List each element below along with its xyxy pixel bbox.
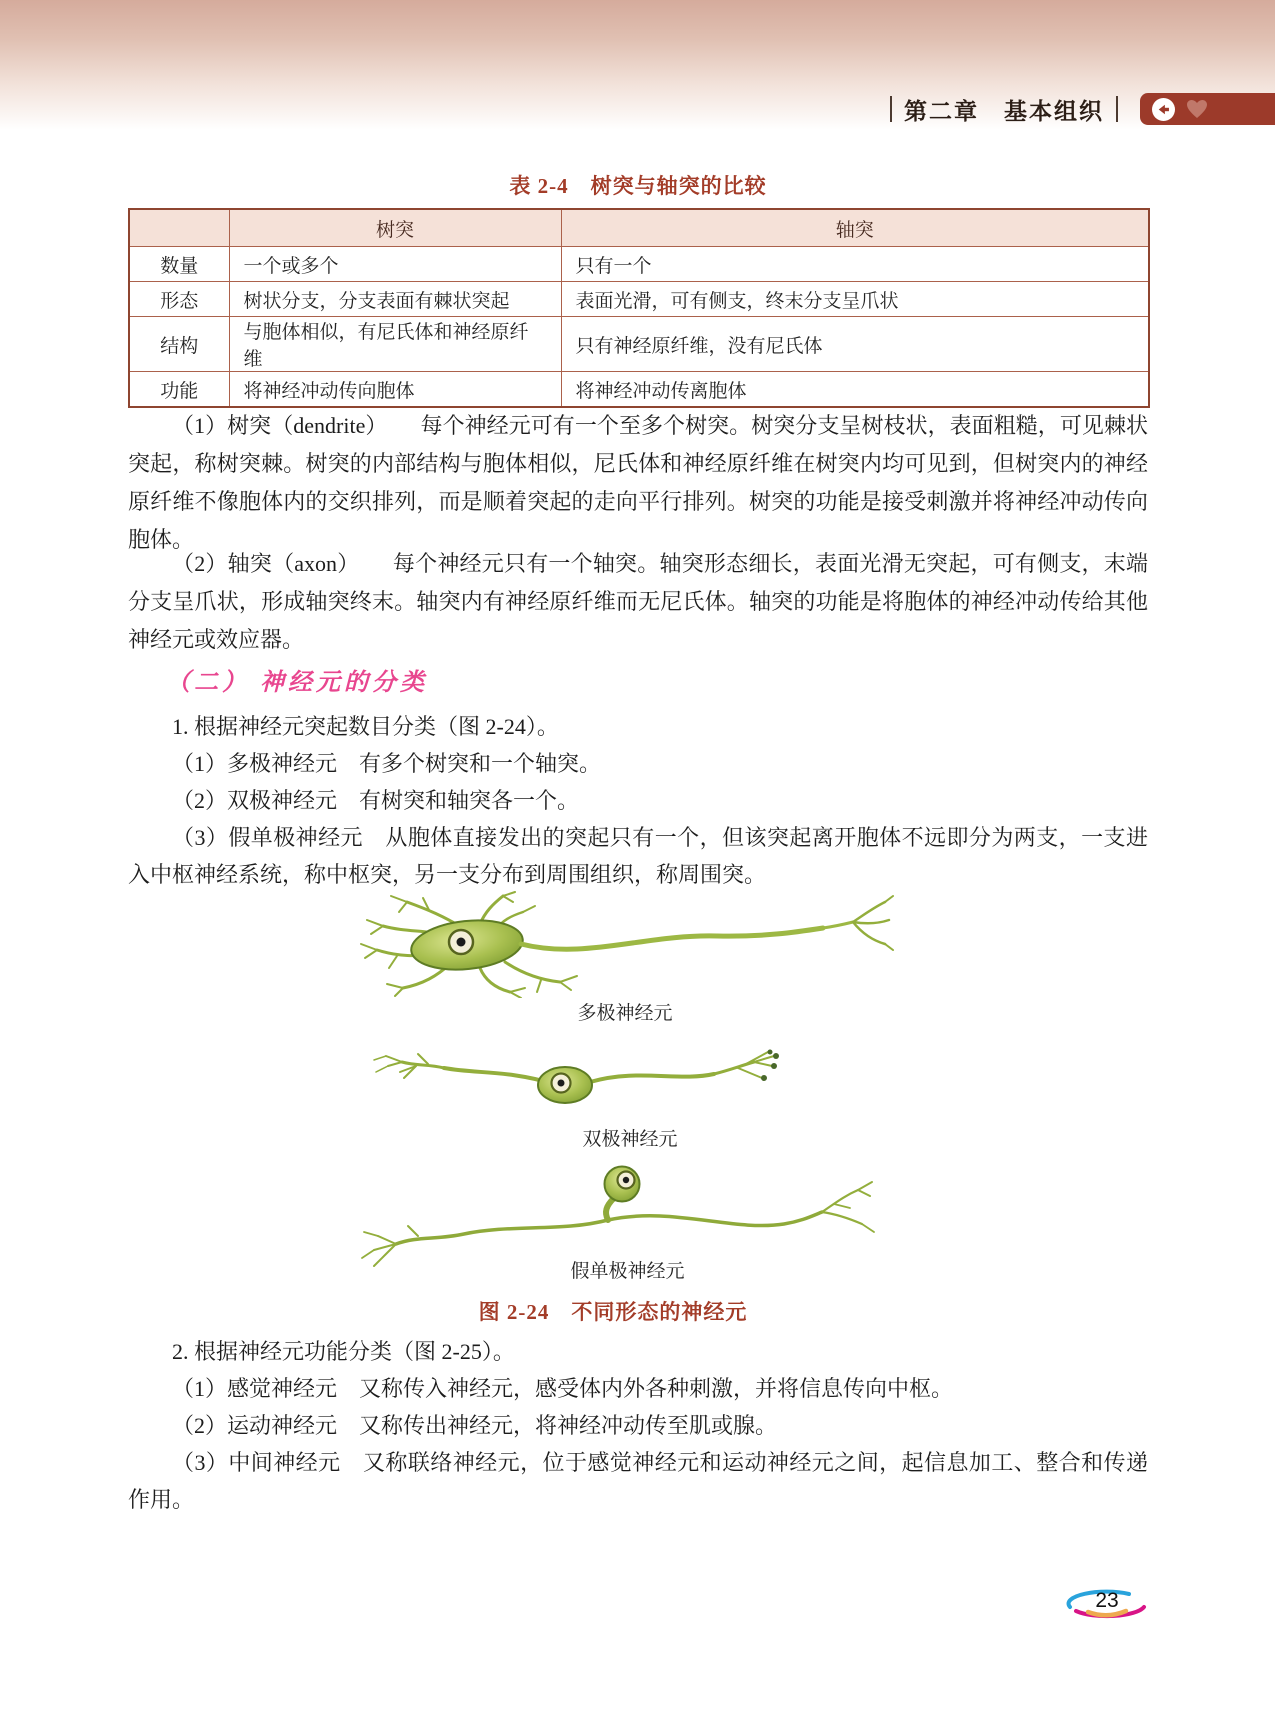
row-label: 形态: [129, 282, 229, 317]
table-row: [129, 372, 1149, 408]
back-arrow-icon: [1152, 98, 1175, 121]
cell-dendrite: 将神经冲动传向胞体: [229, 372, 561, 408]
dendrite-axon-comparison-table: [128, 208, 1150, 408]
table-header-row: [129, 209, 1149, 247]
table-row: [129, 317, 1149, 372]
row-label: 功能: [129, 372, 229, 408]
list-item: （3）假单极神经元 从胞体直接发出的突起只有一个，但该突起离开胞体不远即分为两支，一支进入中枢神经系统，称中枢突，另一支分布到周围组织，称周围突。: [128, 825, 1148, 887]
cell-axon: 只有神经原纤维，没有尼氏体: [561, 317, 1149, 372]
bipolar-neuron-illustration: [358, 1048, 803, 1122]
chapter-tab: [1140, 93, 1275, 125]
cell-axon: 表面光滑，可有侧支，终末分支呈爪状: [561, 282, 1149, 317]
label-pseudounipolar-neuron: 假单极神经元: [570, 1261, 685, 1282]
cell-axon: 只有一个: [561, 247, 1149, 282]
list-item: 1. 根据神经元突起数目分类（图 2-24）。: [172, 714, 559, 739]
table-row: [129, 282, 1149, 317]
chapter-title: 第二章 基本组织: [904, 98, 1104, 124]
label-multipolar-neuron: 多极神经元: [577, 1003, 673, 1024]
figure-caption: 图 2-24 不同形态的神经元: [478, 1300, 748, 1324]
list-item: 2. 根据神经元功能分类（图 2-25）。: [172, 1339, 515, 1364]
label-bipolar-neuron: 双极神经元: [582, 1129, 678, 1150]
paragraph-axon: （2）轴突（axon） 每个神经元只有一个轴突。轴突形态细长，表面光滑无突起，可有侧支，末端分支呈爪状，形成轴突终末。轴突内有神经原纤维而无尼氏体。轴突的功能是将胞体的神经冲动传给其他神经元或效应器。: [128, 551, 1148, 652]
table-title: 表 2-4 树突与轴突的比较: [509, 174, 767, 198]
paragraph-dendrite: （1）树突（dendrite） 每个神经元可有一个至多个树突。树突分支呈树枝状，表面粗糙，可见棘状突起，称树突棘。树突的内部结构与胞体相似，尼氏体和神经原纤维在树突内均可见到，但树突内的神经原纤维不像胞体内的交织排列，而是顺着突起的走向平行排列。树突的功能是接受刺激并将神经冲动传向胞体。: [128, 413, 1148, 552]
chapter-header: [878, 90, 1275, 128]
row-label: 结构: [129, 317, 229, 372]
col-header-empty: [129, 209, 229, 247]
list-item: （2）双极神经元 有树突和轴突各一个。: [172, 788, 580, 813]
list-by-function: [128, 1333, 1148, 1518]
page-number-marker: [1060, 1582, 1156, 1624]
header-divider-right: [1116, 96, 1118, 122]
row-label: 数量: [129, 247, 229, 282]
header-divider-left: [890, 96, 892, 122]
page-number: 23: [1095, 1589, 1119, 1612]
list-item: （1）多极神经元 有多个树突和一个轴突。: [172, 751, 602, 776]
list-by-shape: [128, 708, 1148, 893]
list-item: （2）运动神经元 又称传出神经元，将神经冲动传至肌或腺。: [172, 1413, 778, 1438]
table-row: [129, 247, 1149, 282]
col-header-dendrite: 树突: [229, 209, 561, 247]
section-heading-classification: （二） 神经元的分类: [166, 670, 428, 696]
cell-dendrite: 一个或多个: [229, 247, 561, 282]
cell-axon: 将神经冲动传离胞体: [561, 372, 1149, 408]
list-item: （1）感觉神经元 又称传入神经元，感受体内外各种刺激，并将信息传向中枢。: [172, 1376, 954, 1401]
cell-dendrite: 树状分支，分支表面有棘状突起: [229, 282, 561, 317]
heart-icon: [1185, 98, 1209, 120]
col-header-axon: 轴突: [561, 209, 1149, 247]
cell-dendrite: 与胞体相似，有尼氏体和神经原纤维: [229, 317, 561, 372]
list-item: （3）中间神经元 又称联络神经元，位于感觉神经元和运动神经元之间，起信息加工、整合和传递作用。: [128, 1450, 1148, 1512]
multipolar-neuron-illustration: [345, 890, 895, 998]
